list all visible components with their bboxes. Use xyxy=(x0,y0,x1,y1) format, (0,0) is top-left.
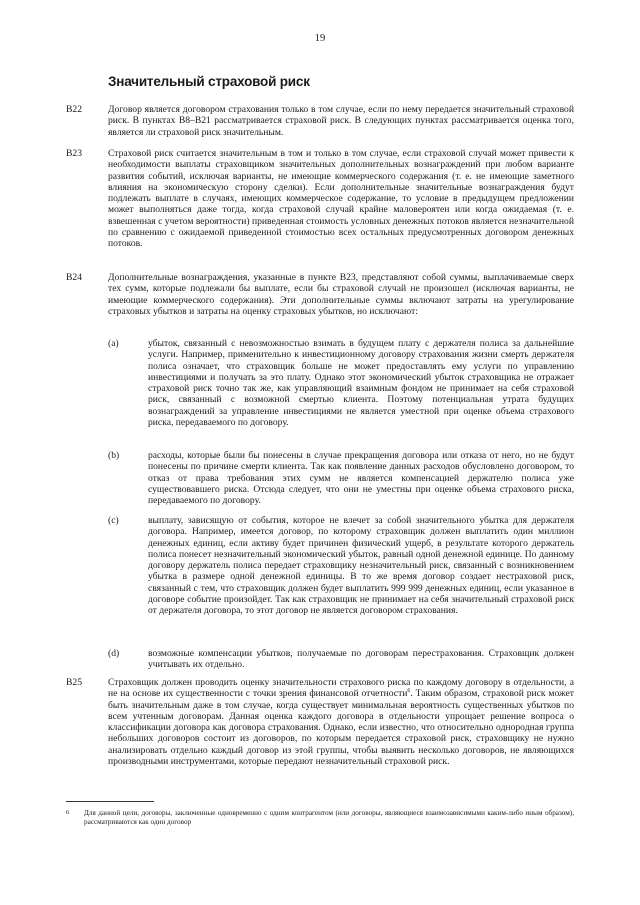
footnote xyxy=(66,809,574,827)
paragraph-b25 xyxy=(66,677,574,767)
paragraph-text: Страховой риск считается значительным в том и только в том случае, если страховой случай может привести к необходимости выплаты страховщиком значительных дополнительных вознаграждений при любом варианте развития событий, исключая варианты, не имеющие коммерческого содержания (т. е. не имеющие заметного влияния на экономическую сторону сделки). Если дополнительные значительные вознаграждения будут подлежать выплате в случаях, имеющих коммерческое содержание, то условие в предыдущем предложении может выполняться даже тогда, когда страховой случай крайне маловероятен или когда ожидаемая (т. е. взвешенная с учетом вероятности) приведенная стоимость условных денежных потоков является незначительной по сравнению с ожидаемой приведенной стоимостью всех остальных предусмотренных договором денежных потоков. xyxy=(108,148,574,250)
list-item-c xyxy=(108,515,574,617)
list-item-text: выплату, зависящую от события, которое не влечет за собой значительного убытка для держателя договора. Например, имеется договор, по которому страховщик должен выплатить один миллион денежных единиц, если активу будет причинен физический ущерб, в результате которого держатель полиса понесет незначительный экономический убыток, равный одной денежной единице. По данному договору держатель полиса передает страховщику незначительный риск, связанный с возникновением убытка в размере одной денежной единицы. В то же время договор создает нестраховой риск, связанный с тем, что страховщик должен будет выплатить 999 999 денежных единиц, если указанное в договоре событие произойдет. Так как страховщик не принимает на себя значительный страховой риск от держателя договора, то этот договор не является договором страхования. xyxy=(148,515,574,617)
paragraph-text xyxy=(108,677,574,767)
paragraph-label: B24 xyxy=(66,272,82,283)
list-item-text: возможные компенсации убытков, получаемые по договорам перестрахования. Страховщик должен учитывать их отдельно. xyxy=(148,648,574,671)
footnote-mark: 6 xyxy=(66,809,70,816)
paragraph-text-part: Страховщик должен проводить оценку значительности страхового риска по каждому договору в отдельности, а не на основе их существенности с точки зрения финансовой отчетности xyxy=(108,677,574,700)
list-item-a xyxy=(108,338,574,428)
footnote-divider xyxy=(66,801,154,802)
paragraph-label: B22 xyxy=(66,104,82,115)
list-item-label: (d) xyxy=(108,648,120,659)
section-heading: Значительный страховой риск xyxy=(108,74,310,89)
list-item-text: убыток, связанный с невозможностью взимать в будущем плату с держателя полиса за дальнейшие услуги. Например, применительно к инвестиционному договору страхования жизни смерть держателя полиса означает, что страховщик больше не может предоставлять ему услуги по управлению инвестициями и получать за это плату. Однако этот экономический убыток страховщика не отражает страховой риск точно так же, как управляющий взаимным фондом не принимает на себя страховой риск, связанный с возможной смертью клиента. Поэтому потенциальная утрата будущих вознаграждений за управление инвестициями не является уместной при оценке объема страхового риска, передаваемого по договору. xyxy=(148,338,574,429)
list-item-label: (b) xyxy=(108,450,120,461)
paragraph-b24 xyxy=(66,272,574,317)
footnote-reference[interactable]: 6 xyxy=(407,688,411,695)
page-number: 19 xyxy=(314,33,326,44)
paragraph-text-part: . Таким образом, страховой риск может быть значительным даже в том случае, когда существует минимальная вероятность существенных убытков по всем учтенным договорам. Данная оценка каждого договора в отдельности упрощает решение вопроса о классификации договора как договора страхования. Однако, если известно, что относительно однородная группа небольших договоров состоит из договоров, по которым передается страховой риск, страховщику не нужно анализировать отдельно каждый договор из этой группы, чтобы выявить несколько договоров, не являющихся производными инструментами, которые передают незначительный страховой риск. xyxy=(108,688,574,768)
paragraph-b23 xyxy=(66,148,574,250)
list-item-b xyxy=(108,450,574,506)
list-item-label: (c) xyxy=(108,515,119,526)
list-item-label: (a) xyxy=(108,338,119,349)
list-item-text: расходы, которые были бы понесены в случае прекращения договора или отказа от него, но не будут понесены по причине смерти клиента. Так как появление данных расходов обусловлено договором, то отказ от права требования этих сумм не является компенсацией держателю полиса уже существовавшего риска. Отсюда следует, что они не уместны при оценке объема страхового риска, передаваемого по договору. xyxy=(148,450,574,507)
paragraph-label: B23 xyxy=(66,148,82,159)
footnote-text: Для данной цели, договоры, заключенные одновременно с одним контрагентом (или договоры, являющиеся взаимозависимыми каким-либо иным образом), рассматриваются как один договор xyxy=(84,809,574,826)
paragraph-label: B25 xyxy=(66,677,82,688)
list-item-d xyxy=(108,648,574,671)
paragraph-text: Дополнительные вознаграждения, указанные в пункте B23, представляют собой суммы, выплачиваемые сверх тех сумм, которые подлежали бы выплате, если бы страховой случай не произошел (исключая варианты, не имеющие коммерческого содержания). Эти дополнительные суммы включают затраты на урегулирование страховых убытков и затраты на оценку страховых убытков, но исключают: xyxy=(108,272,574,317)
paragraph-b22 xyxy=(66,104,574,138)
paragraph-text: Договор является договором страхования только в том случае, если по нему передается значительный страховой риск. В пунктах B8–B21 рассматривается страховой риск. В следующих пунктах рассматривается оценка того, является ли страховой риск значительным. xyxy=(108,104,574,138)
